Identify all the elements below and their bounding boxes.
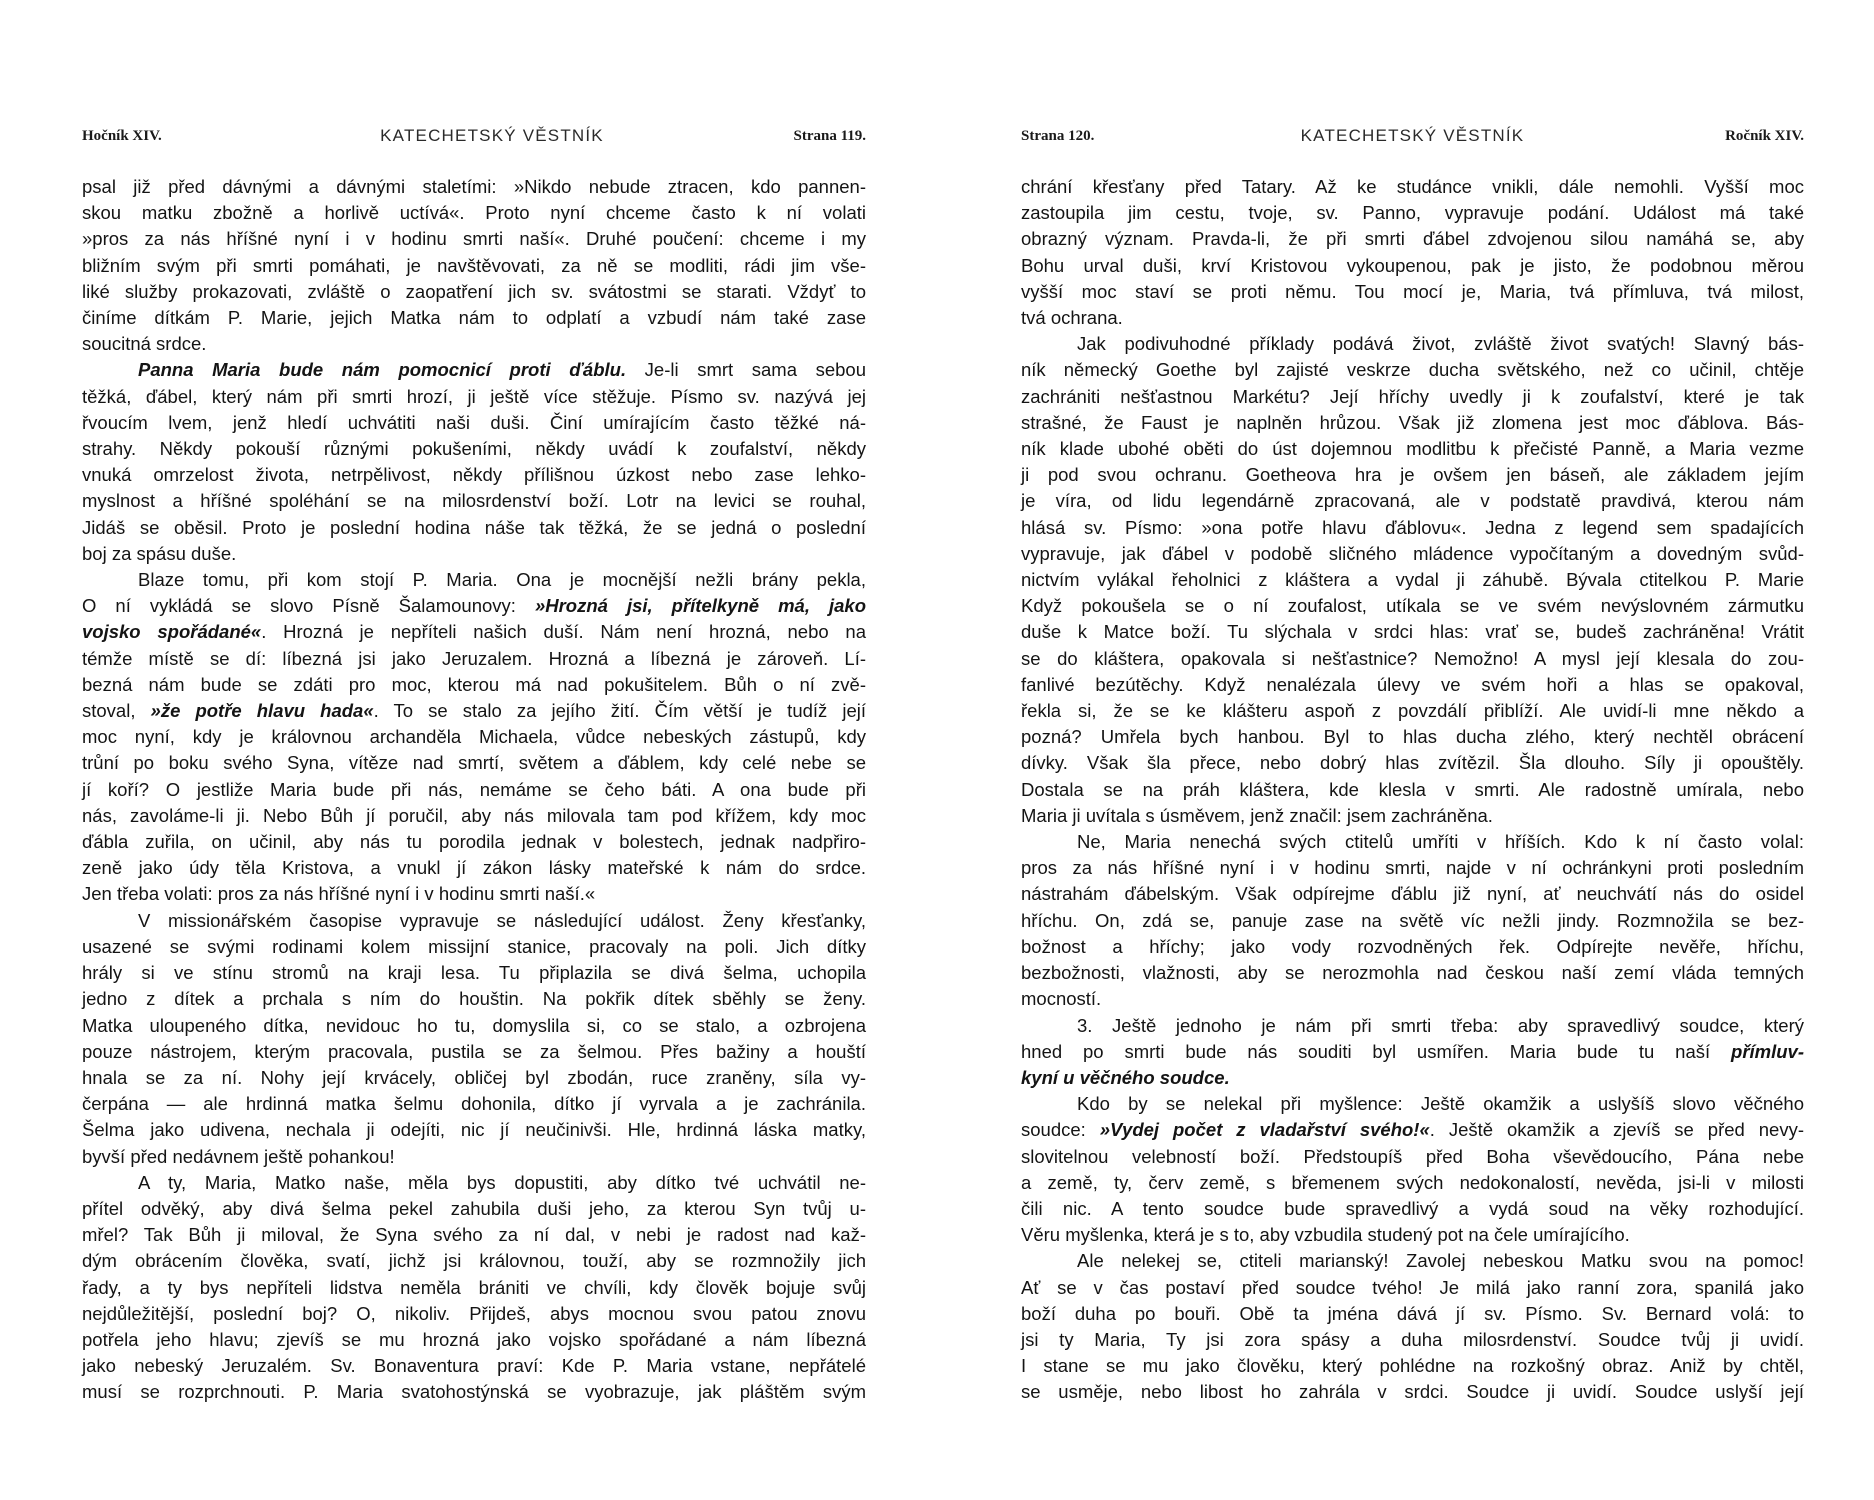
text-line [1021,829,1804,855]
text-line [82,488,866,514]
text-run: usazené se svými rodinami kolem missijní stanice, pracovaly na poli. Jich dítky [82,935,866,957]
text-line [1021,305,1804,331]
text-run: dívky. Však šla přece, nebo dobrý hlas zvítězil. Šla dlouho. Síly ji opouštěly. [1021,752,1804,774]
text-line [82,1301,866,1327]
text-line [82,462,866,488]
text-line [1021,1039,1804,1065]
text-run: nástrahám ďábelským. Však odpírejme ďáblu již nyní, ať neuchvátí nás do osidel [1021,883,1804,905]
text-line [82,724,866,750]
text-run: tvá ochrana. [1021,307,1123,329]
text-line [1021,1196,1804,1222]
text-run: činíme dítkám P. Marie, jejich Matka nám to odplatí a vzbudí nám také zase [82,307,866,329]
text-run: Maria ji uvítala s úsměvem, jenž značil: jsem zachráněna. [1021,804,1493,826]
text-line [82,1091,866,1117]
text-line [82,436,866,462]
emphasized-text: »Hrozná jsi, přítelkyně má, jako [534,595,866,617]
text-line [82,934,866,960]
text-run: byvší před nedávnem ještě pohankou! [82,1145,395,1167]
text-run: hrály si ve stínu stromů na kraji lesa. Tu připlazila se divá šelma, uchopila [82,962,866,984]
text-run: vypravuje, jak ďábel v podobě sličného mládence vypočítaným a dovedným svůd- [1021,542,1804,564]
text-line [82,593,866,619]
text-run: a země, ty, červ země, s břemenem svých nedokonalostí, nevěda, jsi-li v milosti [1021,1171,1804,1193]
text-line [1021,226,1804,252]
text-run: hned po smrti bude nás souditi byl usmířen. Maria bude tu naší [1021,1040,1732,1062]
text-line [1021,881,1804,907]
paragraph [1021,1248,1804,1405]
text-line [1021,1275,1804,1301]
text-line [1021,253,1804,279]
text-run: čili nic. A tento soudce bude spravedlivý a vydá soud na věky rozhodující. [1021,1197,1804,1219]
text-run: . Hrozná je nepříteli našich duší. Nám není hrozná, nebo na [261,621,867,643]
text-run: zastoupila jim cestu, tvoje, sv. Panno, vypravuje podání. Událost má také [1021,202,1804,224]
text-run: zeně jako údy těla Kristova, a vnukl jí zákon lásky mateřské k nám do srdce. [82,857,866,879]
journal-title: KATECHETSKÝ VĚSTNÍK [380,126,604,145]
text-line [1021,672,1804,698]
text-run: pozná? Umřela bych hanbou. Byl to hlas ducha zlého, který nechtěl obrácení [1021,726,1804,748]
text-line [1021,1327,1804,1353]
emphasized-text: vojsko spořádané« [82,621,262,643]
paragraph [1021,331,1804,829]
text-run: zachrániti nešťastnou Markétu? Její hříchy uvedly ji k zoufalství, které je tak [1021,385,1804,407]
text-line [82,1039,866,1065]
right-page-body [1021,174,1804,1406]
text-line [1021,593,1804,619]
text-line [82,174,866,200]
text-line [82,1327,866,1353]
text-line [82,331,866,357]
text-line [82,881,866,907]
text-line [1021,384,1804,410]
text-line [82,803,866,829]
text-run: 3. Ještě jednoho je nám při smrti třeba: aby spravedlivý soudce, který [1077,1014,1804,1036]
text-run: pouze nástrojem, kterým pracovala, pustila se za šelmou. Přes bažiny a houští [82,1040,866,1062]
text-run: fanlivé bezútěchy. Když nenalézala úlevy ve svém hoři a hlas se opakoval, [1021,673,1804,695]
text-line [82,226,866,252]
text-line [1021,1353,1804,1379]
text-line [1021,908,1804,934]
page-number: Strana 119. [793,128,866,144]
text-run: I stane se mu jako člověku, který pohlédne na rozkošný obraz. Aniž by chtěl, [1021,1355,1804,1377]
text-line [1021,410,1804,436]
text-line [82,960,866,986]
text-line [1021,174,1804,200]
text-line [1021,488,1804,514]
paragraph [1021,1013,1804,1092]
text-run: jedno z dítek a prchala s ním do houštin. Na pokřik dítek sběhly se ženy. [82,988,866,1010]
text-line [82,986,866,1012]
text-line [1021,200,1804,226]
text-line [82,750,866,776]
text-line [82,1196,866,1222]
emphasized-text: kyní u věčného soudce. [1021,1066,1230,1088]
text-run: se usměje, nebo libost ho zahrála v srdci. Soudce ji uvidí. Soudce uslyší její [1021,1381,1804,1403]
text-line [1021,1144,1804,1170]
text-line [1021,1222,1804,1248]
text-line [1021,619,1804,645]
text-line [1021,541,1804,567]
text-run: vnuká omrzelost života, netrpělivost, někdy přílišnou úzkost nebo zase lehko- [82,464,866,486]
text-run: moc nyní, kdy je královnou archanděla Michaela, vůdce nebeských zástupů, kdy [82,726,866,748]
text-run: Bohu urval duši, krví Kristovou vykoupenou, pak je jisto, že podobnou měrou [1021,254,1804,276]
paragraph [82,174,866,357]
text-line [1021,1065,1804,1091]
text-run: božnost a hříchy; jako vody rozvodněných řek. Odpírejte nevěře, hříchu, [1021,935,1804,957]
text-line [1021,1379,1804,1405]
text-line [82,1065,866,1091]
text-line [82,1222,866,1248]
text-run: bezná nám bude se zdáti pro moc, kterou má nad pokušitelem. Bůh o ní zvě- [82,673,866,695]
text-line [82,1248,866,1274]
left-page-body [82,174,866,1406]
text-run: Matka uloupeného dítka, nevidouc ho tu, domyslila si, co se stalo, a ozbrojena [82,1014,866,1036]
text-run: slovitelnou velebností boží. Předstoupíš před Boha vševědoucího, Pána nebe [1021,1145,1804,1167]
text-run: Jak podivuhodné příklady podává život, zvláště život svatých! Slavný bás- [1077,333,1804,355]
text-line [1021,331,1804,357]
text-line [82,1379,866,1405]
text-run: Věru myšlenka, která je s to, aby vzbudila studený pot na čele umírajícího. [1021,1224,1630,1246]
emphasized-text: Panna Maria bude nám pomocnicí proti ďáblu. [138,359,627,381]
text-line [1021,462,1804,488]
text-run: soucitná srdce. [82,333,207,355]
text-run: se do kláštera, opakovala si nešťastnice? Nemožno! A mysl její klesala do zou- [1021,647,1804,669]
volume-label: Ročník XIV. [1725,128,1804,144]
text-run: strašné, že Faust je naplněn hrůzou. Však již zlomena jest moc ďáblova. Bás- [1021,411,1804,433]
text-line [1021,1248,1804,1274]
text-run: nás, zavoláme-li ji. Nebo Bůh jí poručil, aby nás milovala tam pod křížem, kdy moc [82,804,866,826]
text-line [1021,515,1804,541]
text-line [82,1353,866,1379]
paragraph [82,567,866,908]
text-run: boj za spásu duše. [82,542,237,564]
text-line [82,515,866,541]
text-line [82,646,866,672]
text-run: V missionářském časopise vypravuje se následující událost. Ženy křesťanky, [138,909,866,931]
text-line [82,698,866,724]
paragraph [1021,829,1804,1012]
text-run: je víra, od lidu legendárně zpracovaná, ale v podstatě pravdivá, kterou nám [1021,490,1804,512]
text-run: témže místě se dí: líbezná jsi jako Jeruzalem. Hrozná a líbezná je zároveň. Lí- [82,647,866,669]
text-line [82,1275,866,1301]
text-run: hlásá sv. Písmo: »ona potře hlavu ďáblovu«. Jedna z legend sem spadajících [1021,516,1804,538]
emphasized-text: »že potře hlavu hada« [150,700,374,722]
text-run: dým obrácením člověka, svatí, jichž jsi královnou, touží, aby se rozmnožily jich [82,1250,866,1272]
text-run: boží duha po bouři. Obě ta jména dává jí sv. Písmo. Sv. Bernard volá: to [1021,1302,1804,1324]
text-run: nictvím vylákal řeholnici z kláštera a vydal ji záhubě. Bývala ctitelkou P. Marie [1021,569,1804,591]
text-line [1021,646,1804,672]
text-run: Jen třeba volati: pros za nás hříšné nyní i v hodinu smrti naší.« [82,883,596,905]
text-run: nejdůležitější, poslední boj? O, nikoliv. Přijdeš, abys mocnou svou patou znovu [82,1302,866,1324]
text-line [82,672,866,698]
text-line [1021,934,1804,960]
text-line [82,1170,866,1196]
emphasized-text: »Vydej počet z vladařství svého!« [1099,1119,1430,1141]
left-page-running-head [82,124,866,148]
text-line [1021,960,1804,986]
text-line [82,410,866,436]
text-run: jí koří? O jestliže Maria bude při nás, nemáme se čeho báti. A ona bude při [82,778,866,800]
text-line [82,1013,866,1039]
text-run: skou matku zbožně a horlivě uctívá«. Proto nyní chceme často k ní volati [82,202,866,224]
text-line [82,777,866,803]
text-run: ník klade ubohé oběti do úst dojemnou modlitbu k přečisté Panně, a Maria vezme [1021,438,1804,460]
text-run: hříchu. On, zdá se, panuje zase na světě víc nežli jindy. Rozmnožila se bez- [1021,909,1804,931]
text-run: trůní po boku svého Syna, vítěze nad smrtí, světem a ďáblem, kdy celé nebe se [82,752,866,774]
text-line [1021,567,1804,593]
right-page-running-head [1021,124,1804,148]
text-run: A ty, Maria, Matko naše, měla bys dopustiti, aby dítko tvé uchvátil ne- [138,1171,866,1193]
text-run: řekla si, že se ke klášteru aspoň z povzdálí přiblíží. Ale uvidí-li mne někdo a [1021,700,1804,722]
text-line [82,253,866,279]
paragraph [82,908,866,1170]
text-line [82,305,866,331]
text-line [1021,1170,1804,1196]
text-run: řvoucím lvem, jenž hledí uchvátiti naši duši. Činí umírajícím často těžké ná- [82,411,866,433]
text-run: těžká, ďábel, který nám při smrti hrozí, ji ještě více stěžuje. Písmo sv. nazývá jej [82,385,866,407]
text-run: vyšší moc staví se proti němu. Tou mocí je, Maria, tvá přímluva, tvá milost, [1021,280,1804,302]
text-run: Šelma jako udivena, nechala ji odejíti, nic jí neučinivši. Hle, hrdinná láska matky, [82,1119,866,1141]
text-run: duše k Matce boží. Tu slýchala v srdci hlas: vrať se, budeš zachráněna! Vrátit [1021,621,1804,643]
text-run: bližním svým při smrti pomáhati, je navštěvovati, za ně se modliti, rádi jim vše- [82,254,866,276]
text-run: O ní vykládá se slovo Písně Šalamounovy: [82,595,535,617]
text-run: liké služby prokazovati, zvláště o zaopatření jich sv. svátostmi se starati. Vždyť to [82,280,866,302]
text-run: chrání křesťany před Tatary. Až ke studánce vnikli, dále nemohli. Vyšší moc [1021,176,1804,197]
text-run: ji pod svou ochranu. Goetheova hra je ovšem jen báseň, ale základem jejím [1021,464,1804,486]
text-run: Kdo by se nelekal při myšlence: Ještě okamžik a uslyšíš slovo věčného [1077,1093,1804,1115]
text-line [1021,777,1804,803]
text-line [1021,750,1804,776]
text-line [1021,1091,1804,1117]
text-line [82,619,866,645]
text-line [1021,855,1804,881]
text-line [82,384,866,410]
text-run: musí se rozprchnouti. P. Maria svatohostýnská se vyobrazuje, jak pláštěm svým [82,1381,866,1403]
text-run: ďábla zuřila, on učinil, aby nás tu porodila jednak v bolestech, jednak nadpřiro- [82,831,866,853]
text-line [82,1144,866,1170]
page-number: Strana 120. [1021,128,1095,144]
text-run: jako nebeský Jeruzalém. Sv. Bonaventura praví: Kde P. Maria vstane, nepřátelé [82,1355,866,1377]
text-run: pros za nás hříšné nyní i v hodinu smrti, najde v ní ochránkyni proti posledním [1021,857,1804,879]
text-run: řady, a ty bys nepříteli lidstva neměla brániti ve chvíli, kdy člověk bojuje svůj [82,1276,866,1298]
text-line [1021,698,1804,724]
text-run: strahy. Někdy pokouší různými pokušeními, někdy uvádí k zoufalství, někdy [82,438,866,460]
text-line [1021,279,1804,305]
paragraph [1021,1091,1804,1248]
text-run: soudce: [1021,1119,1100,1141]
text-run: bezbožnosti, vlažnosti, aby se nerozmohla nad českou naší zemí vláda temných [1021,962,1804,984]
text-run: čerpána — ale hrdinná matka šelmu dohonila, dítko jí vyrvala a je zachránila. [82,1093,866,1115]
text-run: . To se stalo za jejího žití. Čím větší je tudíž její [373,700,867,722]
text-line [82,541,866,567]
text-line [82,357,866,383]
text-line [1021,1117,1804,1143]
journal-title: KATECHETSKÝ VĚSTNÍK [1300,126,1525,145]
text-run: Blaze tomu, při kom stojí P. Maria. Ona je mocnější nežli brány pekla, [138,569,866,591]
text-run: mřel? Tak Bůh ji miloval, že Syna svého za ní dal, v nebi je radost nad kaž- [82,1224,866,1246]
text-run: Ale nelekej se, ctiteli marianský! Zavolej nebeskou Matku svou na pomoc! [1077,1250,1804,1272]
text-run: stoval, [82,700,151,722]
text-run: myslnost a hříšné spoléhání se na milosrdenství boží. Lotr na levici se rouhal, [82,490,866,512]
text-run: jsi ty Maria, Ty jsi zora spásy a duha milosrdenství. Soudce tvůj ji uvidí. [1021,1328,1804,1350]
text-line [82,567,866,593]
text-line [82,1117,866,1143]
text-run: psal již před dávnými a dávnými staletími: »Nikdo nebude ztracen, kdo pannen- [82,176,866,197]
text-line [1021,357,1804,383]
text-run: Ať se v čas postaví před soudce tvého! Je milá jako ranní zora, spanilá jako [1021,1276,1804,1298]
volume-label: Hočník XIV. [82,128,162,144]
paragraph [82,357,866,567]
text-run: obrazný význam. Pravda-li, že při smrti ďábel zdvojenou silou namáhá se, aby [1021,228,1804,250]
text-line [82,279,866,305]
text-run: Je-li smrt sama sebou [626,359,866,381]
text-line [1021,986,1804,1012]
text-run: hnala se za ní. Nohy její krvácely, obličej byl zbodán, ruce zraněny, síla vy- [82,1066,866,1088]
paragraph [82,1170,866,1406]
text-run: mocností. [1021,988,1102,1010]
text-line [82,855,866,881]
paragraph [1021,174,1804,331]
text-run: Když pokoušela se o ní zoufalost, utíkala se ve svém nevýslovném zármutku [1021,595,1804,617]
text-run: Dostala se na práh kláštera, kde klesla v smrti. Ale radostně umírala, nebo [1021,778,1804,800]
emphasized-text: přímluv- [1731,1040,1804,1062]
text-line [82,829,866,855]
text-run: potřela jeho hlavu; zjevíš se mu hrozná jako vojsko spořádané a nám líbezná [82,1328,866,1350]
text-line [1021,724,1804,750]
text-line [82,908,866,934]
text-line [1021,1013,1804,1039]
text-run: Jidáš se oběsil. Proto je poslední hodina náše tak těžká, že se jedná o poslední [82,516,866,538]
text-run: ník německý Goethe byl zajisté veskrze ducha světského, než co učinil, chtěje [1021,359,1804,381]
text-line [82,200,866,226]
text-line [1021,1301,1804,1327]
text-line [1021,803,1804,829]
text-run: . Ještě okamžik a zjevíš se před nevy- [1429,1119,1805,1141]
text-line [1021,436,1804,462]
text-run: »pros za nás hříšné nyní i v hodinu smrti naší«. Druhé poučení: chceme i my [82,228,866,250]
text-run: Ne, Maria nenechá svých ctitelů umříti v hříších. Kdo k ní často volal: [1077,831,1804,853]
text-run: přítel odvěký, aby divá šelma pekel zahubila duši jeho, za kterou Syn tvůj u- [82,1197,866,1219]
